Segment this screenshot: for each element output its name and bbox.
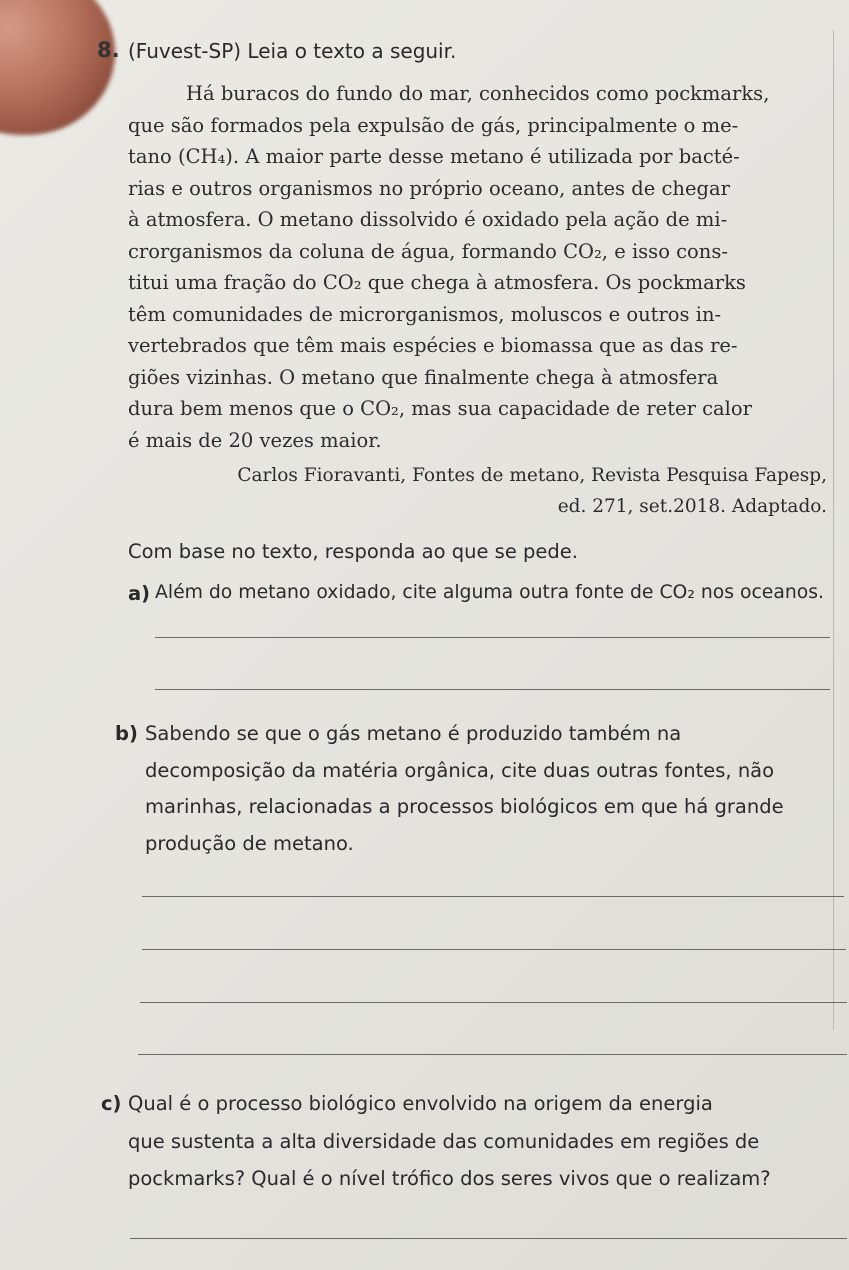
question-number: 8.: [97, 38, 120, 62]
answer-line-b3[interactable]: [140, 1002, 847, 1003]
answer-line-a1[interactable]: [155, 637, 830, 638]
passage-line: crorganismos da coluna de água, formando CO₂, e isso cons-: [128, 240, 728, 263]
item-b-text: marinhas, relacionadas a processos biológicos em que há grande: [145, 795, 784, 818]
answer-line-a2[interactable]: [155, 689, 830, 690]
item-b-text: Sabendo se que o gás metano é produzido também na: [145, 722, 682, 745]
item-b-label: b): [115, 722, 138, 745]
passage-line: que são formados pela expulsão de gás, principalmente o me-: [128, 114, 739, 137]
item-b-text: produção de metano.: [145, 832, 354, 855]
question-header: (Fuvest-SP) Leia o texto a seguir.: [128, 39, 457, 63]
answer-line-b2[interactable]: [142, 949, 846, 950]
passage-line: dura bem menos que o CO₂, mas sua capacidade de reter calor: [128, 397, 752, 420]
instruction: Com base no texto, responda ao que se pede.: [128, 540, 578, 563]
citation-line-2: ed. 271, set.2018. Adaptado.: [557, 496, 827, 517]
answer-line-c1[interactable]: [130, 1238, 847, 1239]
item-c-text: que sustenta a alta diversidade das comunidades em regiões de: [128, 1130, 760, 1153]
passage-line: têm comunidades de microrganismos, moluscos e outros in-: [128, 303, 722, 326]
passage-line: giões vizinhas. O metano que finalmente chega à atmosfera: [128, 366, 719, 389]
citation-line-1: Carlos Fioravanti, Fontes de metano, Revista Pesquisa Fapesp,: [237, 465, 827, 486]
item-c-text: Qual é o processo biológico envolvido na origem da energia: [128, 1092, 713, 1115]
passage-line: Há buracos do fundo do mar, conhecidos como pockmarks,: [186, 82, 770, 105]
passage-line: vertebrados que têm mais espécies e biomassa que as das re-: [128, 334, 738, 357]
item-b-text: decomposição da matéria orgânica, cite duas outras fontes, não: [145, 759, 775, 782]
thumb: [0, 0, 115, 135]
answer-line-b4[interactable]: [138, 1054, 847, 1055]
passage-line: rias e outros organismos no próprio oceano, antes de chegar: [128, 177, 730, 200]
passage-line: tano (CH₄). A maior parte desse metano é utilizada por bacté-: [128, 145, 740, 168]
passage-line: é mais de 20 vezes maior.: [128, 429, 382, 452]
answer-line-b1[interactable]: [142, 896, 844, 897]
item-a-text: Além do metano oxidado, cite alguma outra fonte de CO₂ nos oceanos.: [155, 582, 825, 603]
passage-line: à atmosfera. O metano dissolvido é oxidado pela ação de mi-: [128, 208, 728, 231]
item-c-text: pockmarks? Qual é o nível trófico dos seres vivos que o realizam?: [128, 1167, 771, 1190]
item-c-label: c): [101, 1092, 122, 1115]
passage-line: titui uma fração do CO₂ que chega à atmosfera. Os pockmarks: [128, 271, 746, 294]
page-margin-line: [833, 30, 834, 1030]
item-a-label: a): [128, 582, 151, 605]
